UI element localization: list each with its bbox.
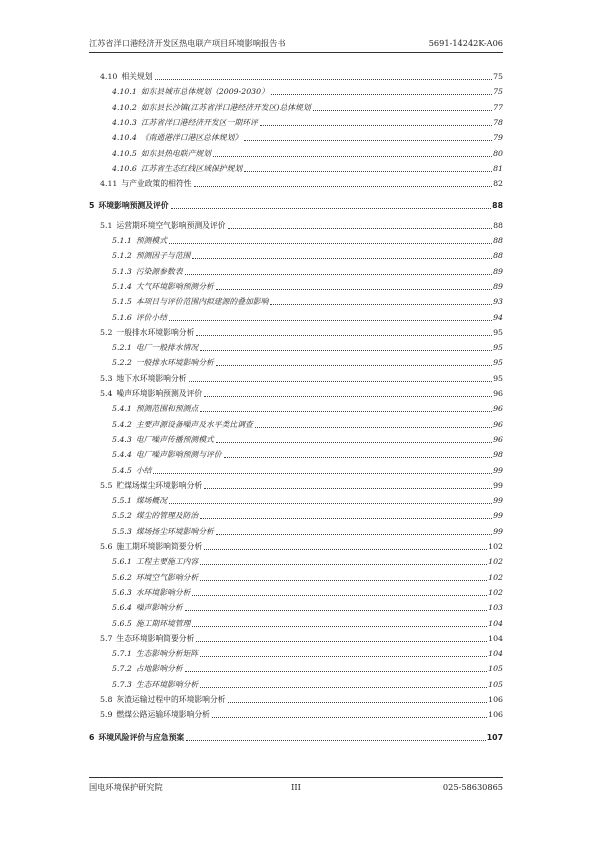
toc-leader-dots (244, 170, 492, 172)
toc-entry-number: 5.6.1 (112, 557, 132, 567)
toc-entry-number: 5.1.1 (112, 236, 132, 245)
toc-entry-title: 小结 (135, 465, 152, 475)
toc-leader-dots (194, 185, 493, 187)
toc-entry-title: 大气环境影响预测分析 (135, 281, 214, 291)
toc-entry-page: 75 (493, 72, 503, 81)
toc-leader-dots (185, 609, 487, 611)
toc-entry-title: 本项目与评价范围内拟建源的叠加影响 (135, 297, 269, 307)
document-title: 江苏省洋口港经济开发区热电联产项目环境影响报告书 (89, 38, 286, 48)
toc-entry-page: 104 (488, 618, 503, 628)
toc-entry[interactable] (112, 147, 503, 160)
toc-entry-title: 江苏省生态红线区域保护规划 (140, 163, 243, 173)
toc-entry-page: 102 (488, 572, 503, 582)
toc-entry[interactable] (112, 116, 503, 129)
toc-entry-page: 93 (493, 297, 503, 307)
toc-entry-number: 5.1.3 (112, 266, 132, 276)
toc-entry[interactable] (112, 678, 503, 691)
toc-leader-dots (185, 273, 492, 275)
page-footer (89, 777, 503, 794)
toc-leader-dots (224, 456, 492, 458)
toc-entry-number: 5.2 (100, 327, 113, 337)
toc-entry[interactable] (100, 387, 503, 400)
toc-entry[interactable] (100, 70, 503, 83)
toc-leader-dots (228, 701, 488, 703)
toc-entry-title: 一般排水环境影响分析 (116, 327, 195, 337)
toc-entry-page: 99 (493, 511, 503, 521)
toc-entry[interactable] (112, 433, 503, 446)
toc-entry-number: 5.4 (100, 389, 113, 398)
toc-entry[interactable] (112, 280, 503, 293)
toc-entry-number: 5.1.5 (112, 297, 132, 307)
toc-entry-page: 95 (493, 343, 503, 353)
toc-entry-page: 95 (493, 327, 503, 337)
toc-entry-page: 80 (493, 148, 503, 158)
toc-entry-title: 噪声环境影响预测及评价 (116, 389, 203, 398)
toc-entry[interactable] (112, 418, 503, 431)
toc-entry-page: 89 (493, 281, 503, 291)
toc-entry-page: 99 (493, 526, 503, 536)
toc-leader-dots (200, 579, 487, 581)
toc-entry-page: 94 (493, 312, 503, 322)
toc-leader-dots (169, 502, 492, 504)
toc-entry[interactable] (112, 494, 503, 507)
toc-entry-page: 99 (493, 465, 503, 475)
toc-entry-page: 104 (488, 649, 503, 659)
toc-leader-dots (200, 686, 487, 688)
toc-entry-page: 95 (493, 373, 503, 383)
toc-leader-dots (189, 380, 493, 382)
toc-entry[interactable] (112, 295, 503, 308)
footer-institute: 国电环境保护研究院 (89, 782, 163, 792)
toc-entry[interactable] (112, 162, 503, 175)
toc-entry[interactable] (100, 693, 503, 706)
toc-entry[interactable] (112, 85, 503, 98)
toc-entry-page: 104 (488, 633, 503, 643)
toc-entry-number: 4.10 (100, 72, 118, 81)
toc-entry-number: 5.6.4 (112, 603, 132, 613)
toc-entry-title: 如东县城市总体规划（2009-2030） (140, 87, 269, 97)
toc-entry[interactable] (112, 525, 503, 538)
toc-leader-dots (204, 487, 492, 489)
toc-entry-page: 96 (493, 389, 503, 398)
toc-entry-page: 106 (488, 695, 503, 704)
toc-entry-number: 4.10.1 (112, 87, 137, 97)
toc-entry-page: 103 (488, 603, 503, 613)
toc-entry-page: 77 (493, 102, 503, 112)
toc-leader-dots (260, 124, 492, 126)
toc-entry[interactable] (112, 311, 503, 324)
toc-entry[interactable] (112, 464, 503, 477)
toc-entry-page: 96 (493, 404, 503, 414)
toc-entry-page: 88 (493, 236, 503, 245)
toc-entry-page: 99 (493, 496, 503, 506)
footer-page-number: III (291, 782, 301, 792)
toc-entry[interactable] (112, 101, 503, 114)
toc-entry[interactable] (100, 632, 503, 645)
toc-entry-number: 5.5.1 (112, 496, 132, 506)
toc-entry-title: 煤场扬尘环境影响分析 (135, 526, 214, 536)
toc-entry-number: 5.5.3 (112, 526, 132, 536)
toc-entry[interactable] (112, 555, 503, 568)
toc-entry-page: 105 (488, 664, 503, 674)
toc-entry-page: 102 (488, 587, 503, 597)
toc-entry[interactable] (112, 586, 503, 599)
toc-entry[interactable] (112, 402, 503, 415)
toc-entry[interactable] (112, 249, 503, 262)
toc-entry-title: 煤场概况 (135, 496, 168, 506)
toc-entry-title: 生态影响分析矩阵 (135, 649, 199, 659)
toc-leader-dots (196, 640, 487, 642)
toc-leader-dots (271, 93, 492, 95)
toc-entry-number: 5.7.2 (112, 664, 132, 674)
toc-leader-dots (192, 625, 487, 627)
toc-entry-page: 102 (488, 542, 503, 551)
toc-entry-title: 《南通港洋口港区总体规划》 (140, 133, 243, 143)
toc-entry-number: 5.6.2 (112, 572, 132, 582)
toc-entry-number: 5.1.4 (112, 281, 132, 291)
toc-entry-page: 88 (492, 201, 503, 211)
toc-leader-dots (169, 319, 492, 321)
toc-leader-dots (200, 410, 492, 412)
toc-entry-number: 4.10.3 (112, 117, 137, 127)
toc-entry-title: 一般排水环境影响分析 (135, 358, 214, 368)
toc-entry-title: 工程主要施工内容 (135, 557, 199, 567)
toc-entry-number: 5.7.3 (112, 679, 132, 689)
toc-entry-page: 81 (493, 163, 503, 173)
toc-entry-number: 5.1 (100, 220, 113, 230)
toc-entry-page: 105 (488, 679, 503, 689)
toc-entry-title: 预测因子与范围 (135, 251, 191, 261)
toc-entry-title: 如东县长沙镇(江苏省洋口港经济开发区)总体规划 (140, 102, 311, 112)
toc-leader-dots (216, 533, 492, 535)
toc-entry-number: 5.4.4 (112, 450, 132, 460)
toc-entry-number: 5.5 (100, 480, 113, 490)
toc-entry-number: 4.10.4 (112, 133, 137, 143)
toc-leader-dots (200, 655, 487, 657)
toc-entry-title: 施工期环境管理 (135, 618, 191, 628)
toc-entry-number: 5.6 (100, 542, 113, 551)
toc-entry-number: 5.1.6 (112, 312, 132, 322)
toc-leader-dots (200, 563, 487, 565)
toc-entry-page: 88 (493, 251, 503, 261)
toc-entry-number: 5.6.5 (112, 618, 132, 628)
toc-entry-title: 主要声源设备噪声及水平类比调查 (135, 419, 253, 429)
toc-leader-dots (186, 739, 486, 741)
toc-entry-title: 生态环境影响分析 (135, 679, 199, 689)
toc-entry-title: 电厂噪声传播预测模式 (135, 434, 214, 444)
toc-leader-dots (204, 548, 487, 550)
toc-leader-dots (313, 109, 492, 111)
toc-entry-title: 评价小结 (135, 312, 168, 322)
toc-entry[interactable] (112, 234, 503, 247)
toc-entry-title: 地下水环境影响分析 (116, 373, 187, 383)
toc-entry-page: 106 (488, 710, 503, 720)
toc-entry-number: 5.4.5 (112, 465, 132, 475)
toc-entry-page: 79 (493, 133, 503, 143)
toc-entry-title: 环境风险评价与应急预案 (98, 732, 185, 742)
toc-entry-title: 江苏省洋口港经济开发区一期环评 (140, 117, 258, 127)
toc-entry[interactable] (112, 617, 503, 630)
toc-leader-dots (192, 594, 487, 596)
toc-leader-dots (185, 670, 487, 672)
toc-entry-title: 电厂一般排水情况 (135, 343, 199, 353)
toc-entry-title: 施工期环境影响简要分析 (116, 542, 203, 551)
toc-entry-number: 5.4.1 (112, 404, 132, 414)
footer-phone: 025-58630865 (442, 782, 503, 792)
toc-entry-number: 6 (89, 732, 95, 742)
document-code: 5691-14242K-A06 (428, 38, 503, 48)
toc-entry[interactable] (112, 356, 503, 369)
toc-entry-title: 与产业政策的相符性 (121, 179, 192, 189)
toc-entry[interactable] (100, 708, 503, 721)
toc-entry-title: 灰渣运输过程中的环境影响分析 (116, 695, 226, 704)
toc-entry-number: 5.5.2 (112, 511, 132, 521)
toc-entry[interactable] (112, 571, 503, 584)
toc-entry[interactable] (112, 131, 503, 144)
toc-leader-dots (200, 349, 492, 351)
toc-entry-title: 相关规划 (121, 72, 153, 81)
toc-entry-title: 污染源参数表 (135, 266, 183, 276)
toc-entry-page: 99 (493, 480, 503, 490)
toc-leader-dots (270, 303, 492, 305)
toc-leader-dots (212, 716, 487, 718)
toc-leader-dots (196, 334, 492, 336)
toc-leader-dots (171, 207, 492, 209)
toc-leader-dots (204, 395, 492, 397)
toc-entry-page: 107 (486, 732, 503, 742)
toc-entry[interactable] (112, 448, 503, 461)
toc-entry-page: 78 (493, 117, 503, 127)
toc-entry-number: 4.10.6 (112, 163, 137, 173)
toc-leader-dots (192, 257, 492, 259)
toc-entry[interactable] (100, 219, 503, 232)
toc-entry-title: 水环境影响分析 (135, 587, 191, 597)
toc-leader-dots (213, 155, 492, 157)
toc-leader-dots (228, 227, 493, 229)
toc-leader-dots (244, 139, 492, 141)
toc-entry-number: 5.4.2 (112, 419, 132, 429)
toc-entry[interactable] (112, 265, 503, 278)
toc-leader-dots (169, 242, 492, 244)
toc-entry[interactable] (100, 540, 503, 553)
toc-entry-number: 5.2.2 (112, 358, 132, 368)
toc-entry-number: 5.6.3 (112, 587, 132, 597)
toc-entry-number: 5.9 (100, 710, 113, 720)
page-header (89, 38, 503, 53)
toc-leader-dots (155, 78, 493, 80)
toc-entry-page: 75 (493, 87, 503, 97)
toc-entry-title: 环境影响预测及评价 (98, 201, 169, 211)
toc-entry-title: 生态环境影响简要分析 (116, 633, 195, 643)
toc-entry-title: 噪声影响分析 (135, 603, 183, 613)
toc-entry-number: 5.7.1 (112, 649, 132, 659)
toc-entry-number: 5.7 (100, 633, 113, 643)
toc-entry-title: 环境空气影响分析 (135, 572, 199, 582)
toc-entry-number: 4.11 (100, 179, 118, 189)
toc-entry[interactable] (112, 647, 503, 660)
toc-entry-page: 89 (493, 266, 503, 276)
toc-entry[interactable] (112, 662, 503, 675)
toc-entry-title: 运营期环境空气影响预测及评价 (116, 220, 226, 230)
toc-entry-title: 如东县热电联产规划 (140, 148, 211, 158)
toc-entry-number: 5.4.3 (112, 434, 132, 444)
toc-entry-page: 102 (488, 557, 503, 567)
toc-entry-title: 预测模式 (135, 236, 168, 245)
toc-entry[interactable] (112, 341, 503, 354)
toc-entry[interactable] (89, 731, 503, 744)
toc-entry[interactable] (112, 601, 503, 614)
toc-entry-number: 4.10.5 (112, 148, 137, 158)
toc-leader-dots (255, 426, 492, 428)
toc-entry[interactable] (112, 509, 503, 522)
toc-entry[interactable] (100, 326, 503, 339)
toc-leader-dots (216, 364, 492, 366)
toc-entry-title: 占地影响分析 (135, 664, 183, 674)
toc-entry-number: 5 (89, 201, 95, 211)
toc-entry-page: 98 (493, 450, 503, 460)
toc-entry-number: 5.2.1 (112, 343, 132, 353)
toc-entry-title: 预测范围和预测点 (135, 404, 199, 414)
toc-entry-page: 96 (493, 434, 503, 444)
toc-entry-page: 96 (493, 419, 503, 429)
toc-entry[interactable] (100, 177, 503, 190)
toc-entry-title: 燃煤公路运输环境影响分析 (116, 710, 210, 720)
toc-entry[interactable] (89, 199, 503, 212)
toc-entry-page: 95 (493, 358, 503, 368)
toc-leader-dots (200, 517, 492, 519)
toc-entry-number: 5.1.2 (112, 251, 132, 261)
toc-entry-number: 4.10.2 (112, 102, 137, 112)
toc-entry-number: 5.3 (100, 373, 113, 383)
toc-entry-title: 电厂噪声影响预测与评价 (135, 450, 222, 460)
toc-entry-page: 88 (493, 220, 503, 230)
toc-leader-dots (153, 472, 492, 474)
toc-leader-dots (216, 441, 492, 443)
toc-entry[interactable] (100, 372, 503, 385)
toc-entry-title: 贮煤场煤尘环境影响分析 (116, 480, 203, 490)
toc-leader-dots (216, 288, 492, 290)
toc-entry[interactable] (100, 479, 503, 492)
toc-entry-page: 82 (493, 179, 503, 189)
toc-entry-number: 5.8 (100, 695, 113, 704)
toc-entry-title: 煤尘的管理及防治 (135, 511, 199, 521)
